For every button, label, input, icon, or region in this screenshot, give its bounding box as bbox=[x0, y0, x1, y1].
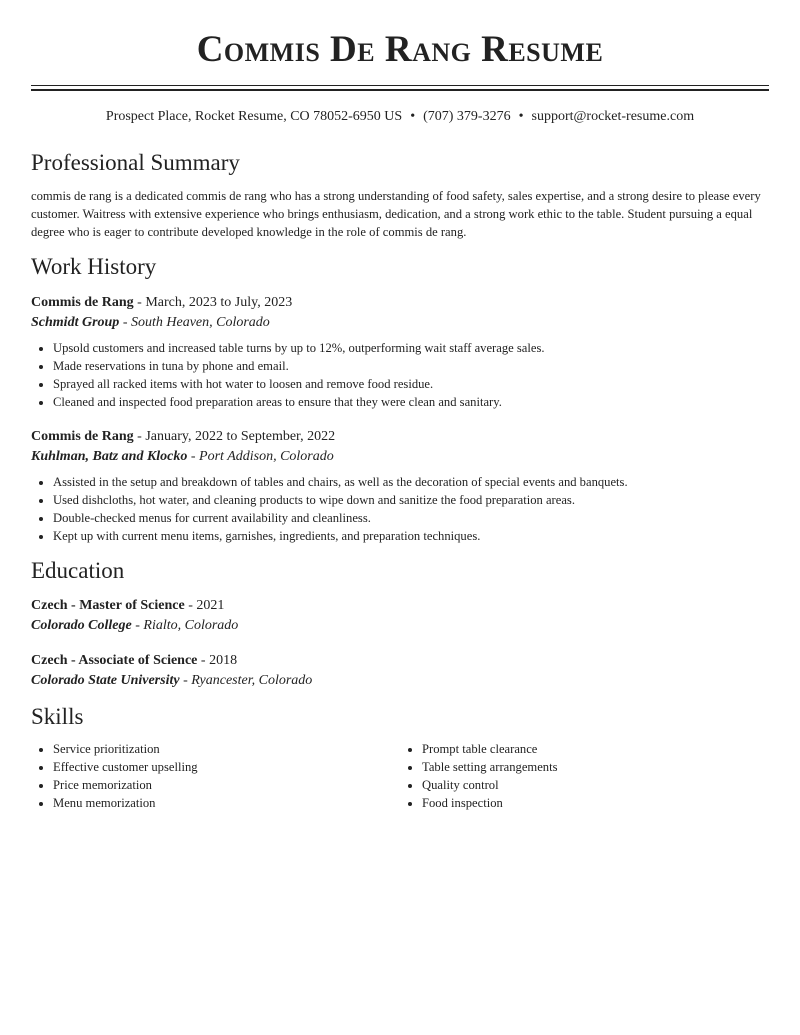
education-entry bbox=[31, 651, 769, 691]
skills-heading: Skills bbox=[31, 704, 84, 729]
skill-item: • Service prioritization bbox=[53, 740, 400, 758]
job-location: - South Heaven, Colorado bbox=[119, 315, 270, 330]
job-dates: - January, 2022 to September, 2022 bbox=[133, 429, 336, 444]
title-divider-thick bbox=[31, 89, 769, 91]
job-dates: - March, 2023 to July, 2023 bbox=[133, 295, 293, 310]
job-bullet: • Double-checked menus for current availability and cleanliness. bbox=[53, 509, 769, 527]
job-title: Commis de Rang bbox=[31, 429, 134, 444]
title-divider-thin bbox=[31, 85, 769, 86]
skills-column-right bbox=[400, 740, 769, 812]
education-heading: Education bbox=[31, 558, 125, 583]
job-bullet: • Kept up with current menu items, garnishes, ingredients, and preparation techniques. bbox=[53, 527, 769, 545]
job-company: Schmidt Group bbox=[31, 315, 120, 330]
education-school-line bbox=[31, 671, 769, 691]
job-bullets bbox=[31, 339, 769, 411]
job-entry bbox=[31, 427, 769, 545]
job-bullet: • Used dishcloths, hot water, and cleaning products to wipe down and sanitize the food preparation areas. bbox=[53, 491, 769, 509]
skill-item: • Menu memorization bbox=[53, 794, 400, 812]
education-location: - Ryancester, Colorado bbox=[179, 673, 313, 688]
summary-text: commis de rang is a dedicated commis de rang who has a strong understanding of food safety, sales expertise, and a strong desire to please every customer. Waitress with extensive experience who brings enthusiasm, dedication, and a strong work ethic to the table. Student pursuing a equal degree who is eager to contribute developed knowledge in the role of commis de rang. bbox=[31, 189, 761, 239]
skill-item: • Food inspection bbox=[422, 794, 769, 812]
contact-phone: (707) 379-3276 bbox=[423, 109, 511, 124]
skills-list bbox=[31, 740, 769, 812]
job-bullets bbox=[31, 473, 769, 545]
job-bullet: • Upsold customers and increased table turns by up to 12%, outperforming wait staff average sales. bbox=[53, 339, 769, 357]
education-school-line bbox=[31, 616, 769, 636]
education-year: - 2018 bbox=[197, 653, 238, 668]
resume-title: Commis De Rang Resume bbox=[196, 29, 604, 70]
job-company-line bbox=[31, 447, 769, 467]
job-bullet: • Made reservations in tuna by phone and email. bbox=[53, 357, 769, 375]
contact-separator: • bbox=[410, 109, 416, 124]
contact-email: support@rocket-resume.com bbox=[531, 109, 695, 124]
contact-line bbox=[31, 108, 769, 126]
skill-item: • Price memorization bbox=[53, 776, 400, 794]
job-title-line bbox=[31, 427, 769, 447]
education-year: - 2021 bbox=[184, 598, 225, 613]
job-company-line bbox=[31, 313, 769, 333]
education-degree: Czech - Master of Science bbox=[31, 598, 185, 613]
work-history-heading: Work History bbox=[31, 254, 157, 279]
education-degree: Czech - Associate of Science bbox=[31, 653, 198, 668]
job-title: Commis de Rang bbox=[31, 295, 134, 310]
job-bullet: • Assisted in the setup and breakdown of tables and chairs, as well as the decoration of special events and banquets. bbox=[53, 473, 769, 491]
skill-item: • Prompt table clearance bbox=[422, 740, 769, 758]
education-degree-line bbox=[31, 596, 769, 616]
job-title-line bbox=[31, 293, 769, 313]
skill-item: • Quality control bbox=[422, 776, 769, 794]
contact-address: Prospect Place, Rocket Resume, CO 78052-6950 US bbox=[105, 109, 403, 124]
job-bullet: • Sprayed all racked items with hot water to loosen and remove food residue. bbox=[53, 375, 769, 393]
education-entry bbox=[31, 596, 769, 636]
education-school: Colorado College bbox=[31, 618, 132, 633]
education-degree-line bbox=[31, 651, 769, 671]
education-location: - Rialto, Colorado bbox=[131, 618, 239, 633]
job-company: Kuhlman, Batz and Klocko bbox=[31, 449, 188, 464]
skills-column-left bbox=[31, 740, 400, 812]
job-location: - Port Addison, Colorado bbox=[187, 449, 334, 464]
job-bullet: • Cleaned and inspected food preparation areas to ensure that they were clean and sanitary. bbox=[53, 393, 769, 411]
job-entry bbox=[31, 293, 769, 411]
skill-item: • Effective customer upselling bbox=[53, 758, 400, 776]
education-school: Colorado State University bbox=[31, 673, 180, 688]
skill-item: • Table setting arrangements bbox=[422, 758, 769, 776]
contact-separator: • bbox=[518, 109, 524, 124]
summary-heading: Professional Summary bbox=[31, 150, 240, 175]
